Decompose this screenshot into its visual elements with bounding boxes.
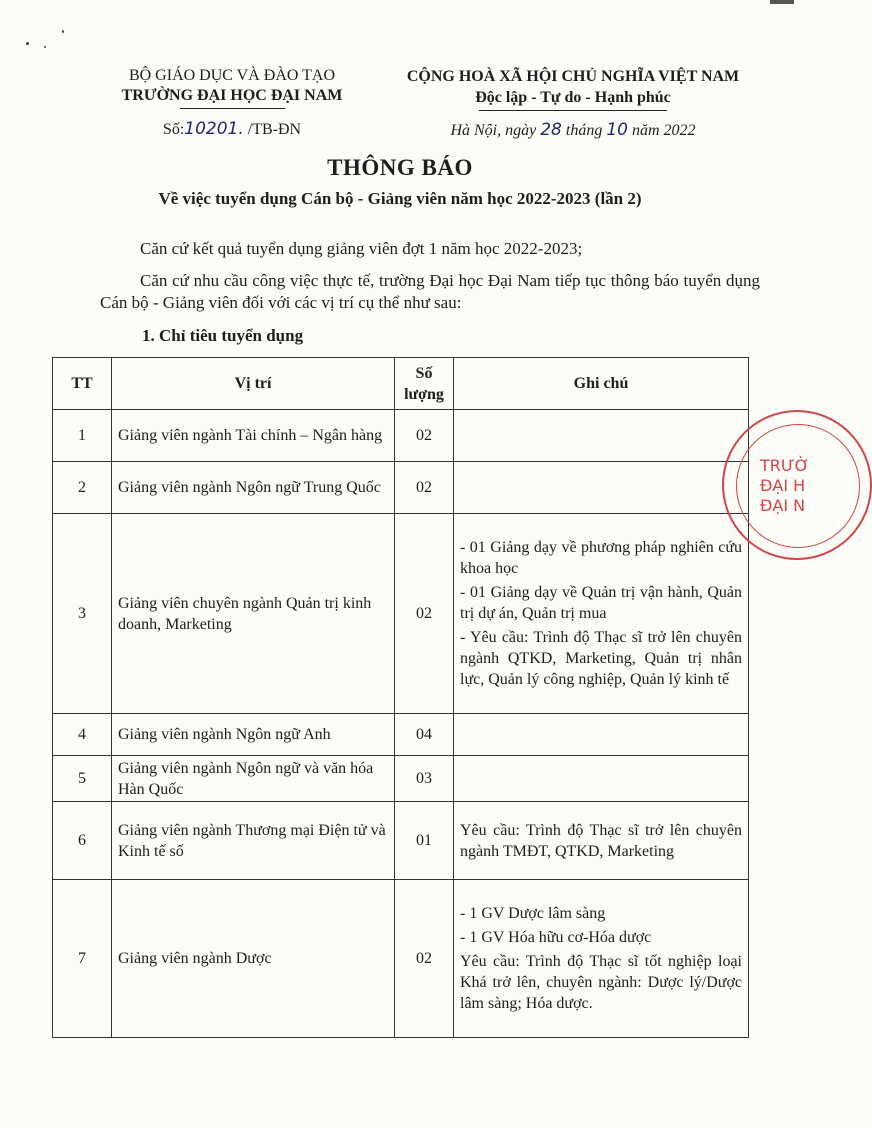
cell-ghi-chu (454, 880, 749, 1038)
cell-ghi-chu (454, 802, 749, 880)
cell-tt: 7 (53, 880, 112, 1038)
header-ghi-chu: Ghi chú (454, 358, 749, 410)
paragraph-1: Căn cứ kết quả tuyển dụng giảng viên đợt 1 năm học 2022-2023; (140, 239, 583, 258)
date-prefix: Hà Nội, ngày (450, 122, 541, 139)
cell-vi-tri: Giảng viên ngành Thương mại Điện tử và Kinh tế số (112, 802, 395, 880)
ghi-chu-line: - 01 Giảng dạy về Quản trị vận hành, Quản trị dự án, Quản trị mua (460, 584, 742, 622)
table-row (53, 880, 749, 1038)
header-right (388, 66, 758, 140)
section-title: 1. Chỉ tiêu tuyển dụng (142, 326, 304, 345)
cell-so-luong: 02 (395, 880, 454, 1038)
cell-ghi-chu (454, 462, 749, 514)
ghi-chu-line: - 1 GV Dược lâm sàng (460, 905, 606, 922)
table-header-row (53, 358, 749, 410)
ghi-chu-line: - 01 Giảng dạy về phương pháp nghiên cứu khoa học (460, 539, 742, 577)
document-title: THÔNG BÁO (327, 155, 473, 180)
cell-so-luong: 02 (395, 462, 454, 514)
date-suffix: năm 2022 (627, 122, 696, 139)
document-number (92, 119, 372, 139)
table-row (53, 756, 749, 802)
header-left-underline (180, 108, 285, 109)
seal-text-line-1: TRƯỜ (760, 456, 810, 475)
document-number-label: Số: (162, 121, 185, 138)
ghi-chu-line: - 1 GV Hóa hữu cơ-Hóa dược (460, 929, 652, 946)
cell-tt: 2 (53, 462, 112, 514)
seal-text-line-3: ĐẠI N (760, 496, 806, 515)
cell-tt: 3 (53, 514, 112, 714)
scan-speck (26, 42, 29, 45)
table-row (53, 410, 749, 462)
cell-so-luong: 01 (395, 802, 454, 880)
cell-vi-tri: Giảng viên ngành Tài chính – Ngân hàng (112, 410, 395, 462)
cell-ghi-chu (454, 410, 749, 462)
scan-speck (62, 30, 64, 33)
cell-vi-tri: Giảng viên ngành Ngôn ngữ Anh (112, 714, 395, 756)
cell-so-luong: 04 (395, 714, 454, 756)
header-vi-tri: Vị trí (112, 358, 395, 410)
ministry-name: BỘ GIÁO DỤC VÀ ĐÀO TẠO (128, 67, 336, 84)
national-motto: Độc lập - Tự do - Hạnh phúc (475, 89, 671, 106)
nation-name: CỘNG HOÀ XÃ HỘI CHỦ NGHĨA VIỆT NAM (406, 68, 740, 85)
ghi-chu-line: Yêu cầu: Trình độ Thạc sĩ trở lên chuyên ngành TMĐT, QTKD, Marketing (460, 821, 742, 860)
cell-tt: 5 (53, 756, 112, 802)
table-row (53, 462, 749, 514)
cell-so-luong: 02 (395, 410, 454, 462)
table-body (53, 410, 749, 1038)
date-mid: tháng (561, 122, 607, 139)
cell-so-luong: 03 (395, 756, 454, 802)
cell-ghi-chu (454, 714, 749, 756)
date-day-handwritten: 28 (540, 120, 562, 140)
paragraph-2: Căn cứ nhu cầu công việc thực tế, trường Đại học Đại Nam tiếp tục thông báo tuyển dụng Cán bộ - Giảng viên đối với các vị trí cụ thể như sau: (100, 271, 760, 312)
document-date (388, 120, 758, 140)
seal-text-line-2: ĐẠI H (760, 476, 806, 495)
cell-ghi-chu (454, 756, 749, 802)
table-row (53, 514, 749, 714)
cell-tt: 6 (53, 802, 112, 880)
school-name: TRƯỜNG ĐẠI HỌC ĐẠI NAM (121, 87, 343, 104)
table-row (53, 802, 749, 880)
ghi-chu-line: Yêu cầu: Trình độ Thạc sĩ tốt nghiệp loại Khá trở lên, chuyên ngành: Dược lý/Dược lâm sàng; Hóa dược. (460, 953, 742, 1012)
header-right-underline (479, 110, 667, 111)
header-tt: TT (53, 358, 112, 410)
document-subtitle: Về việc tuyển dụng Cán bộ - Giảng viên năm học 2022-2023 (lần 2) (158, 189, 642, 208)
table-row (53, 714, 749, 756)
red-seal-stamp (722, 410, 872, 560)
header-so-luong: Số lượng (395, 358, 454, 410)
cell-vi-tri: Giảng viên ngành Ngôn ngữ và văn hóa Hàn Quốc (112, 756, 395, 802)
cell-tt: 1 (53, 410, 112, 462)
cell-vi-tri: Giảng viên ngành Ngôn ngữ Trung Quốc (112, 462, 395, 514)
header-left (92, 66, 372, 139)
cell-vi-tri: Giảng viên chuyên ngành Quản trị kinh doanh, Marketing (112, 514, 395, 714)
ghi-chu-line: - Yêu cầu: Trình độ Thạc sĩ trở lên chuyên ngành QTKD, Marketing, Quản trị nhân lực, Quản lý công nghiệp, Quản lý kinh tế (460, 629, 742, 688)
recruitment-table (52, 357, 749, 1038)
cell-vi-tri: Giảng viên ngành Dược (112, 880, 395, 1038)
cell-so-luong: 02 (395, 514, 454, 714)
document-number-suffix: /TB-ĐN (243, 121, 302, 138)
cell-ghi-chu (454, 514, 749, 714)
scan-mark (770, 0, 794, 4)
document-number-handwritten: 10201. (184, 119, 244, 139)
cell-tt: 4 (53, 714, 112, 756)
date-month-handwritten: 10 (606, 120, 628, 140)
scan-speck (44, 46, 46, 48)
